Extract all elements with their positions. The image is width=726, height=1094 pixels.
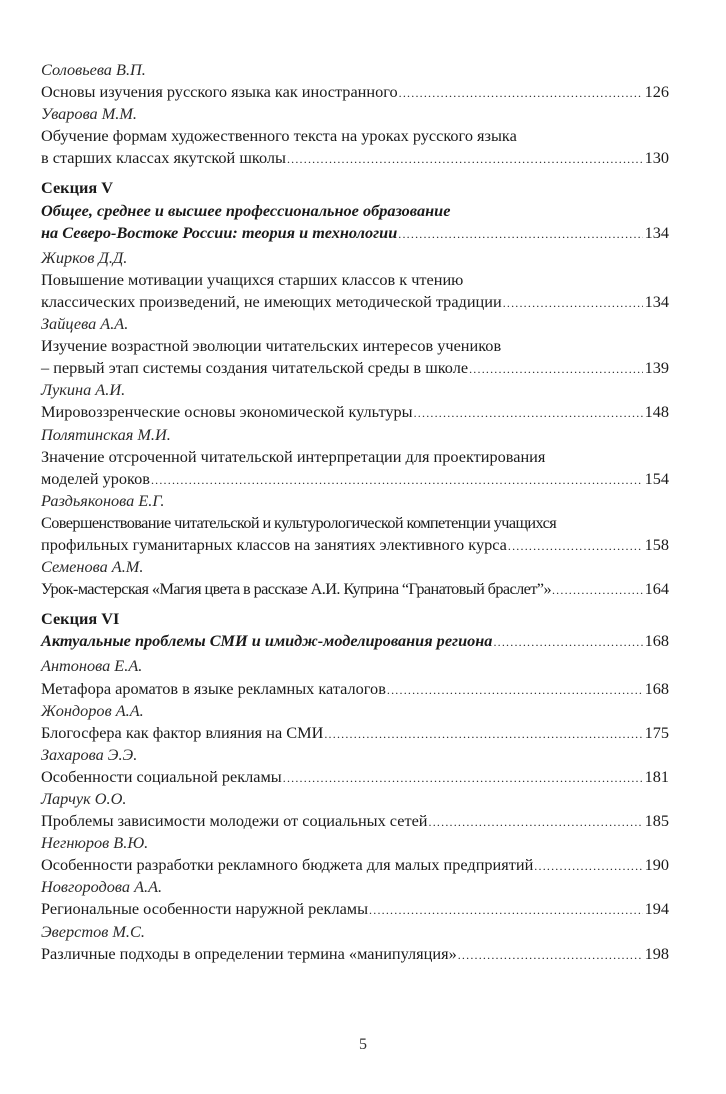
section-title-line [41, 222, 669, 244]
entry-page: 139 [644, 358, 669, 378]
section-page: 134 [644, 222, 669, 242]
dot-leader [552, 578, 643, 601]
entry-title-line [41, 147, 669, 169]
entry-author: Жондоров А.А. [41, 700, 144, 720]
entry-author: Зайцева А.А. [41, 314, 129, 334]
dot-leader [287, 147, 643, 170]
dot-leader [151, 468, 643, 491]
entry-title-line [41, 578, 669, 600]
toc-section-v [41, 177, 669, 243]
toc-entry [41, 424, 669, 490]
entry-title: Особенности социальной рекламы [41, 766, 282, 786]
entry-page: 130 [644, 148, 669, 168]
entry-page: 158 [644, 534, 669, 554]
entry-title-line [41, 401, 669, 423]
entry-page: 185 [644, 811, 669, 831]
entry-author: Полятинская М.И. [41, 424, 171, 444]
section-title-line [41, 200, 669, 222]
entry-author: Новгородова А.А. [41, 877, 163, 897]
entry-title: Совершенствование читательской и культурологической компетенции учащихся [41, 512, 557, 532]
toc-entry [41, 832, 669, 876]
entry-page: 148 [644, 402, 669, 422]
dot-leader [493, 630, 642, 653]
toc-entry [41, 490, 669, 556]
dot-leader [508, 534, 643, 557]
section-title-line [41, 630, 669, 652]
entry-title: Проблемы зависимости молодежи от социальных сетей [41, 811, 428, 831]
entry-title: Метафора ароматов в языке рекламных каталогов [41, 678, 386, 698]
entry-title: профильных гуманитарных классов на занятиях элективного курса [41, 534, 507, 554]
entry-title-line [41, 291, 669, 313]
dot-leader [324, 722, 642, 745]
entry-author: Негнюров В.Ю. [41, 833, 149, 853]
entry-title-line [41, 678, 669, 700]
toc-entry [41, 103, 669, 169]
toc-section-vi [41, 608, 669, 652]
toc-entry [41, 921, 669, 965]
entry-title: Основы изучения русского языка как иностранного [41, 82, 398, 102]
entry-author: Захарова Э.Э. [41, 744, 138, 764]
toc-entry [41, 655, 669, 699]
entry-title: Особенности разработки рекламного бюджета для малых предприятий [41, 855, 534, 875]
table-of-contents [41, 59, 669, 965]
entry-page: 181 [644, 766, 669, 786]
dot-leader [429, 810, 643, 833]
entry-title: Значение отсроченной читательской интерпретации для проектирования [41, 446, 546, 466]
toc-entry [41, 59, 669, 103]
entry-page: 190 [644, 855, 669, 875]
toc-entry [41, 247, 669, 313]
entry-page: 175 [644, 722, 669, 742]
entry-title-line [41, 446, 669, 468]
entry-title-line [41, 534, 669, 556]
dot-leader [534, 854, 642, 877]
entry-title: в старших классах якутской школы [41, 148, 286, 168]
entry-page: 194 [644, 899, 669, 919]
dot-leader [283, 766, 643, 789]
entry-page: 126 [644, 82, 669, 102]
entry-page: 168 [644, 678, 669, 698]
entry-title-line [41, 125, 669, 147]
entry-title: моделей уроков [41, 468, 150, 488]
entry-title-line [41, 722, 669, 744]
entry-author: Соловьева В.П. [41, 60, 146, 79]
entry-page: 198 [644, 943, 669, 963]
section-title: Актуальные проблемы СМИ и имидж-моделирования региона [41, 631, 493, 651]
entry-author: Семенова А.М. [41, 557, 144, 577]
entry-title: Обучение формам художественного текста на уроках русского языка [41, 126, 517, 146]
dot-leader [414, 401, 643, 424]
entry-title-line [41, 810, 669, 832]
entry-author: Эверстов М.С. [41, 921, 145, 941]
entry-title-line [41, 854, 669, 876]
entry-title-line [41, 81, 669, 103]
entry-title: – первый этап системы создания читательской среды в школе [41, 358, 469, 378]
section-label: Секция VI [41, 609, 120, 629]
entry-title-line [41, 943, 669, 965]
entry-page: 164 [644, 579, 669, 599]
entry-title-line [41, 512, 669, 534]
section-label: Секция V [41, 178, 113, 198]
entry-title: Повышение мотивации учащихся старших классов к чтению [41, 269, 464, 289]
dot-leader [387, 678, 643, 701]
dot-leader [469, 357, 642, 380]
entry-title: Блогосфера как фактор влияния на СМИ [41, 722, 324, 742]
toc-entry [41, 788, 669, 832]
entry-title: Урок-мастерская «Магия цвета в рассказе А.И. Куприна “Гранатовый браслет”» [41, 579, 551, 599]
dot-leader [369, 898, 643, 921]
entry-author: Антонова Е.А. [41, 656, 143, 676]
section-title: Общее, среднее и высшее профессиональное образование [41, 200, 451, 220]
toc-entry [41, 379, 669, 423]
page-number: 5 [359, 1036, 367, 1053]
toc-entry [41, 744, 669, 788]
entry-title-line [41, 468, 669, 490]
entry-title-line [41, 898, 669, 920]
entry-title-line [41, 766, 669, 788]
entry-author: Лукина А.И. [41, 380, 126, 400]
entry-author: Жирков Д.Д. [41, 247, 128, 267]
entry-title: классических произведений, не имеющих методической традиции [41, 291, 502, 311]
toc-entry [41, 556, 669, 600]
section-page: 168 [644, 631, 669, 651]
entry-author: Уварова М.М. [41, 104, 138, 124]
dot-leader [503, 291, 643, 314]
dot-leader [398, 222, 642, 245]
entry-title: Различные подходы в определении термина «манипуляция» [41, 943, 457, 963]
entry-title-line [41, 335, 669, 357]
entry-title-line [41, 269, 669, 291]
toc-entry [41, 313, 669, 379]
dot-leader [458, 943, 643, 966]
entry-page: 134 [644, 291, 669, 311]
toc-entry [41, 700, 669, 744]
entry-title-line [41, 357, 669, 379]
dot-leader [399, 81, 643, 104]
entry-title: Изучение возрастной эволюции читательских интересов учеников [41, 336, 502, 356]
entry-title: Мировоззренческие основы экономической культуры [41, 402, 413, 422]
entry-title: Региональные особенности наружной рекламы [41, 899, 369, 919]
entry-author: Ларчук О.О. [41, 789, 127, 808]
toc-entry [41, 876, 669, 920]
entry-author: Раздьяконова Е.Г. [41, 490, 165, 510]
entry-page: 154 [644, 468, 669, 488]
section-title: на Северо-Востоке России: теория и технологии [41, 222, 398, 242]
